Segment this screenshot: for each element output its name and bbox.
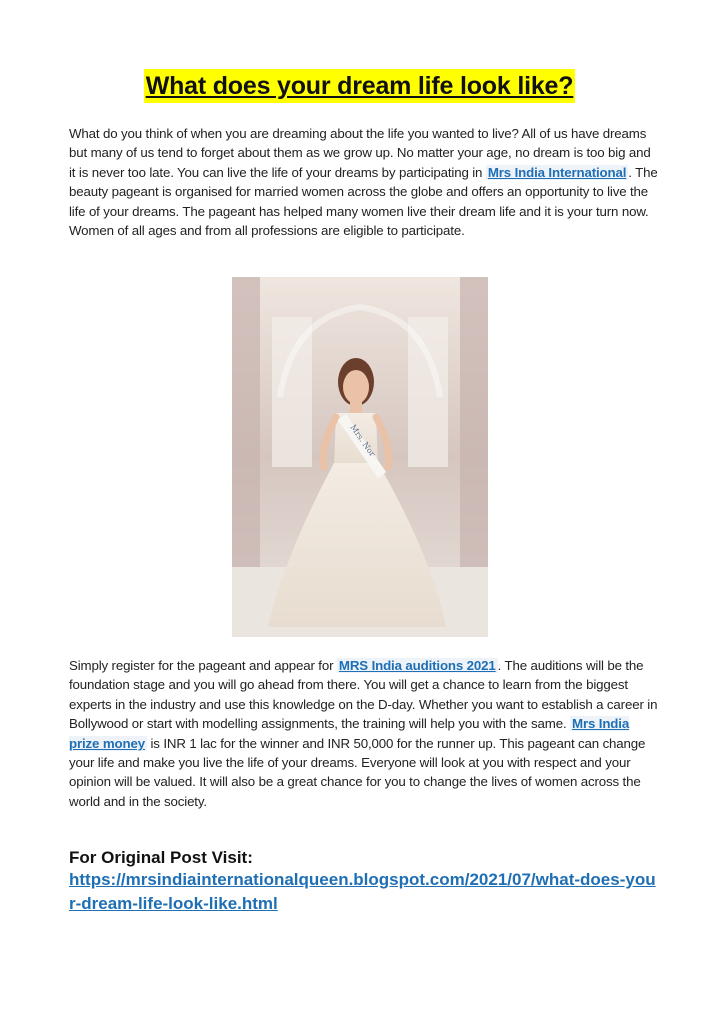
left-curtain (232, 277, 260, 577)
auditions-text-2: . The auditions will be the foundation stage and you will go ahead from there. You will get a chance to learn from the biggest experts in the industry and use this knowledge on the D-day. Whether you want to establish a career in Bollywood or start with modelling assignments, the training will help you with the same. (69, 658, 658, 732)
intro-text-before-link: What do you think of when you are dreaming about the life you wanted to live? All of us have dreams but many of us tend to forget about them as we grow up. No matter your age, no dream is too big and it is never too late. You can live the life of your dreams by participating in (69, 126, 651, 180)
sash-text: Mrs. Nor (348, 422, 377, 459)
mrs-india-international-link[interactable]: Mrs India International (487, 164, 627, 180)
intro-paragraph (69, 124, 659, 240)
face (343, 370, 369, 404)
right-curtain (460, 277, 488, 577)
auditions-text-3: is INR 1 lac for the winner and INR 50,000 for the runner up. This pageant can change your life and make you live the life of your dreams. Everyone will look at you with respect and your opinion will be valued. It will also be a great chance for you to change the lives of women across the world and in the society. (69, 735, 646, 809)
auditions-text-1: Simply register for the pageant and appear for (69, 658, 337, 673)
mrs-india-prize-money-link[interactable]: Mrs India prize money (69, 716, 630, 751)
mrs-india-auditions-link[interactable]: MRS India auditions 2021 (338, 658, 496, 673)
contestant-photo (232, 277, 488, 637)
contestant-illustration (232, 277, 488, 637)
page-title: What does your dream life look like? (144, 69, 576, 103)
original-post-link[interactable]: https://mrsindiainternationalqueen.blogspot.com/2021/07/what-does-your-dream-life-look-like.html (69, 870, 656, 913)
intro-text-after-link: . The beauty pageant is organised for married women across the globe and offers an opportunity to live the life of your dreams. The pageant has helped many women live their dream life and it is your turn now. Women of all ages and from all professions are eligible to participate. (69, 164, 658, 239)
title-container (0, 69, 719, 103)
auditions-paragraph (69, 656, 659, 811)
original-post-label: For Original Post Visit: (69, 848, 253, 867)
